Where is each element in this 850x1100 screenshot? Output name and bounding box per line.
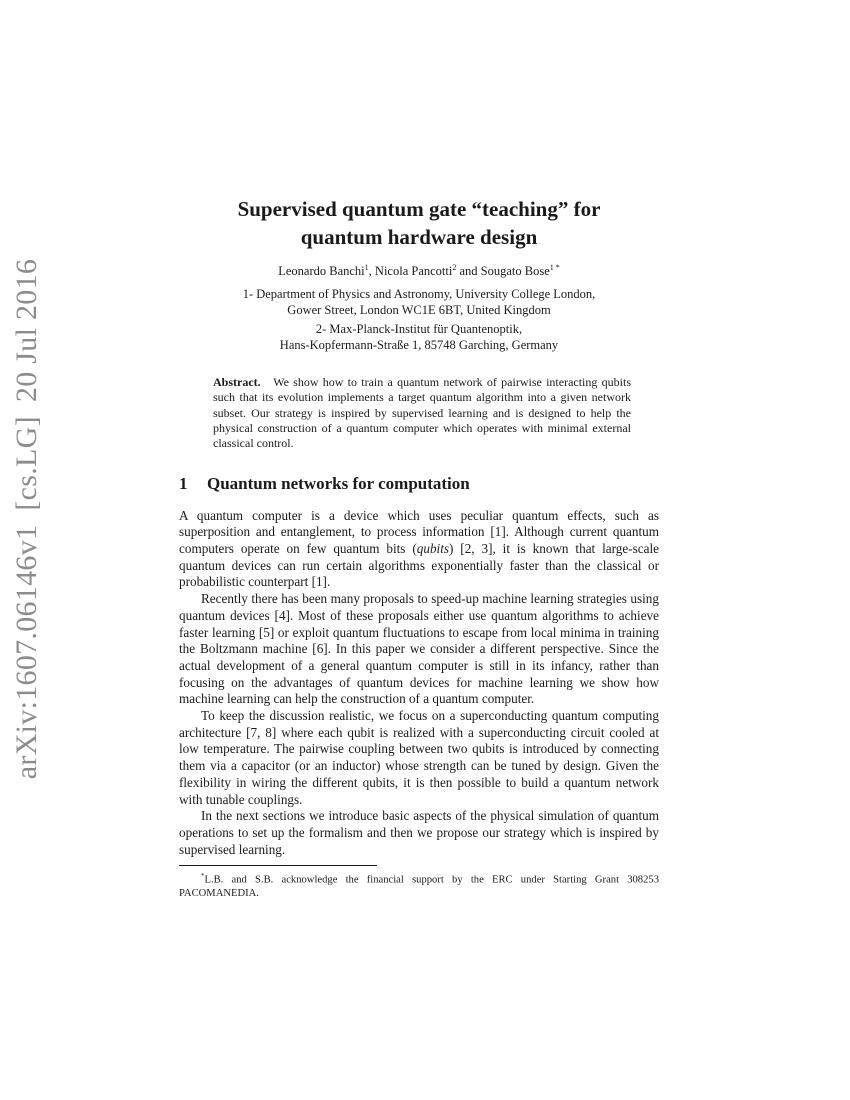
author-separator: , [368, 264, 375, 279]
author-name: Sougato Bose [480, 264, 550, 279]
abstract-label: Abstract [213, 375, 258, 390]
paragraph: A quantum computer is a device which uses peculiar quantum effects, such as superposition and entanglement, to process information [1]. Although current quantum computers operate on few quantum bits (qubits) [2, 3], it is known that large-scale quantum devices can run certain algorithms exponentially faster than the classical or probabilistic counterpart [1]. [179, 507, 659, 590]
affiliation-line: Hans-Kopfermann-Straße 1, 85748 Garching, Germany [279, 337, 559, 352]
arxiv-id: arXiv:1607.06146v1 [10, 524, 43, 780]
arxiv-date: 20 Jul 2016 [10, 258, 43, 403]
section-number: 1 [179, 473, 188, 493]
affiliation-2 [179, 322, 659, 353]
author-name: Leonardo Banchi [278, 264, 365, 279]
abstract: Abstract. We show how to train a quantum network of pairwise interacting qubits such that its evolution implements a target quantum algorithm into a given network subset. Our strategy is inspired by supervised learning and is designed to help the physical construction of a quantum computer which operates with minimal external classical control. [213, 375, 631, 451]
paragraph: To keep the discussion realistic, we focus on a superconducting quantum computing architecture [7, 8] where each qubit is realized with a superconducting circuit cooled at low temperature. The pairwise coupling between two qubits is introduced by connecting them via a capacitor (or an inductor) whose strength can be tuned by design. Given the flexibility in wiring the different qubits, it is then possible to build a quantum network with tunable couplings. [179, 708, 659, 807]
title-line-1: Supervised quantum gate “teaching” for [237, 197, 601, 221]
affiliation-1 [179, 287, 659, 318]
author-name: Nicola Pancotti [374, 264, 453, 279]
author-affiliation-mark: 2 [452, 263, 457, 272]
footnote-rule [179, 865, 377, 866]
title-line-2: quantum hardware design [300, 225, 538, 249]
section-heading [179, 474, 659, 494]
footnote [179, 870, 659, 900]
arxiv-category: [cs.LG] [10, 416, 43, 511]
author-separator: and [456, 264, 481, 279]
paragraph: In the next sections we introduce basic aspects of the physical simulation of quantum operations to set up the formalism and then we propose our strategy which is inspired by supervised learning. [179, 808, 659, 857]
paper-title [179, 195, 659, 251]
author-list [179, 263, 659, 279]
affiliation-line: Gower Street, London WC1E 6BT, United Kingdom [287, 302, 551, 317]
author-affiliation-mark: 1 * [549, 263, 560, 272]
affiliation-line: 1- Department of Physics and Astronomy, University College London, [242, 287, 596, 302]
section-body [179, 508, 659, 859]
abstract-text: We show how to train a quantum network of pairwise interacting qubits such that its evolution implements a target quantum algorithm into a given network subset. Our strategy is inspired by supervised learning and is designed to help the physical construction of a quantum computer which operates with minimal external classical control. [213, 375, 631, 451]
section-title: Quantum networks for computation [207, 473, 470, 493]
paragraph: Recently there has been many proposals to speed-up machine learning strategies using quantum devices [4]. Most of these proposals either use quantum algorithms to achieve faster learning [5] or exploit quantum fluctuations to escape from local minima in training the Boltzmann machine [6]. In this paper we consider a different perspective. Since the actual development of a general quantum computer is still in its infancy, rather than focusing on the advantages of quantum devices for machine learning we show how machine learning can help the construction of a quantum computer. [179, 591, 659, 707]
paper-page [179, 195, 659, 900]
author-affiliation-mark: 1 [364, 263, 369, 272]
affiliation-line: 2- Max-Planck-Institut für Quantenoptik, [315, 322, 523, 337]
footnote-text: L.B. and S.B. acknowledge the financial support by the ERC under Starting Grant 308253 PACOMANEDIA. [179, 874, 659, 899]
arxiv-stamp [10, 245, 44, 779]
footnote-mark: * [201, 872, 205, 881]
